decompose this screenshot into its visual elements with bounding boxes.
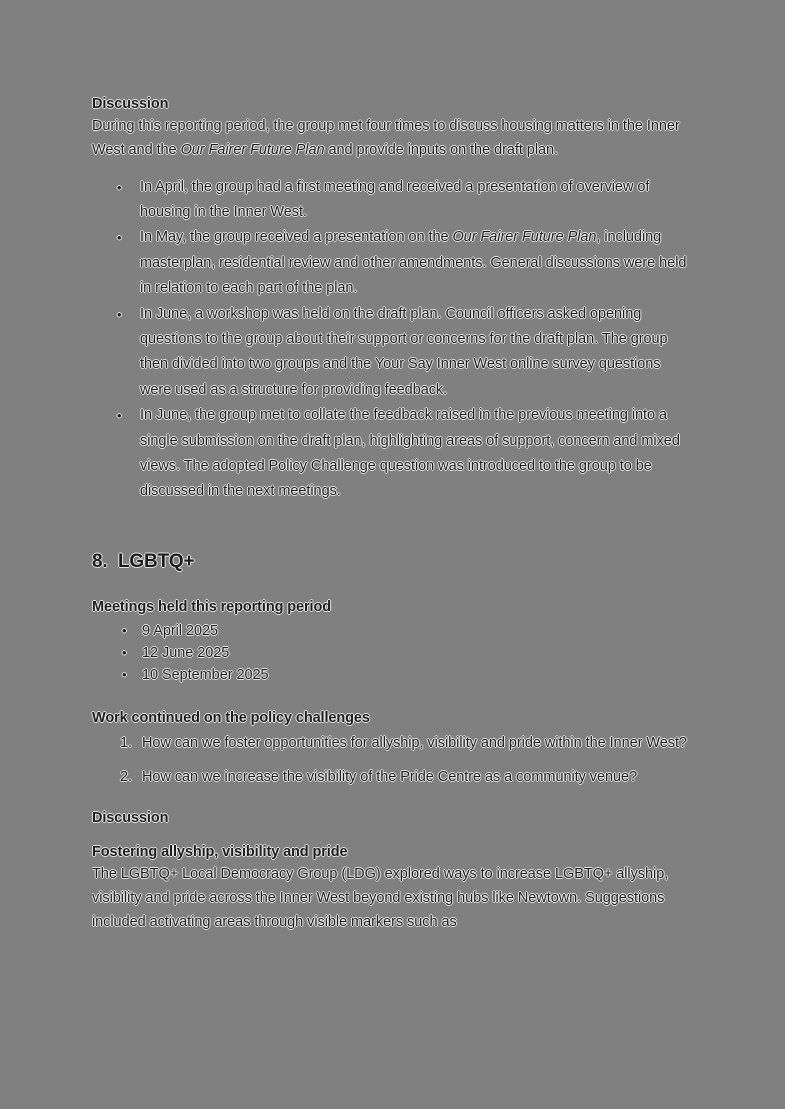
section-number: 8. — [92, 550, 108, 572]
bullet-text-before: In June, a workshop was held on the draft plan. Council officers asked opening questions to the group about their support or concerns for the draft plan. The group then divided into two groups and the Your Say Inner West online survey questions were used as a structure for providing feedback. — [140, 305, 668, 398]
section-title: LGBTQ+ — [118, 550, 195, 572]
list-item: How can we increase the visibility of the Pride Centre as a community venue? — [142, 769, 638, 786]
bullet-text-after: , including masterplan, residential review and other amendments. General discussions were held in relation to each part of the plan. — [140, 229, 687, 297]
section-spacer — [92, 505, 692, 549]
bullet-text-before: In May, the group received a presentation on the — [140, 229, 453, 246]
lgbtq-section-heading — [92, 549, 692, 575]
bullet-text-before: In June, the group met to collate the feedback raised in the previous meeting into a single submission on the draft plan, highlighting areas of support, concern and mixed views. The adopted Policy Challenge question was introduced to the group to be discussed in the next meetings. — [140, 407, 680, 500]
lgbtq-discussion-paragraph: The LGBTQ+ Local Democracy Group (LDG) explored ways to increase LGBTQ+ allyship, visibility and pride across the Inner West beyond existing hubs like Newtown. Suggestions included activating areas through visible markers such as — [92, 865, 669, 931]
discussion-heading: Discussion — [92, 96, 169, 112]
meeting-dates-list — [92, 620, 692, 686]
list-spacer — [92, 800, 692, 808]
lgbtq-discussion-heading: Discussion — [92, 809, 169, 826]
list-item — [92, 225, 692, 301]
housing-meetings-list — [92, 175, 692, 505]
list-item — [92, 302, 692, 404]
list-item: How can we foster opportunities for allyship, visibility and pride within the Inner West? — [142, 734, 687, 751]
fostering-subsection-heading: Fostering allyship, visibility and pride — [92, 843, 348, 860]
list-item: • 9 April 2025 — [92, 620, 692, 642]
list-item: • 12 June 2025 — [92, 642, 692, 664]
bullet-text-before: In April, the group had a first meeting and received a presentation of overview of housing in the Inner West. — [140, 178, 650, 220]
document-content — [92, 94, 692, 935]
list-item — [92, 175, 692, 226]
intro-text-before: During this reporting period, the group met four times to discuss housing matters in the Inner West and the — [92, 118, 680, 159]
list-item — [92, 403, 692, 505]
list-item: • 10 September 2025 — [92, 664, 692, 686]
meetings-held-heading: Meetings held this reporting period — [92, 598, 331, 615]
intro-text-italic: Our Fairer Future Plan — [180, 142, 325, 159]
discussion-text-clip — [92, 862, 692, 935]
bullet-text-italic: Our Fairer Future Plan — [452, 229, 597, 246]
policy-challenges-heading: Work continued on the policy challenges — [92, 709, 370, 726]
heading-spacer — [92, 575, 692, 597]
discussion-intro-paragraph — [92, 114, 692, 163]
heading-spacer — [92, 828, 692, 842]
policy-challenges-list — [92, 731, 692, 790]
list-spacer — [92, 686, 692, 708]
intro-text-after: and provide inputs on the draft plan. — [324, 142, 559, 159]
